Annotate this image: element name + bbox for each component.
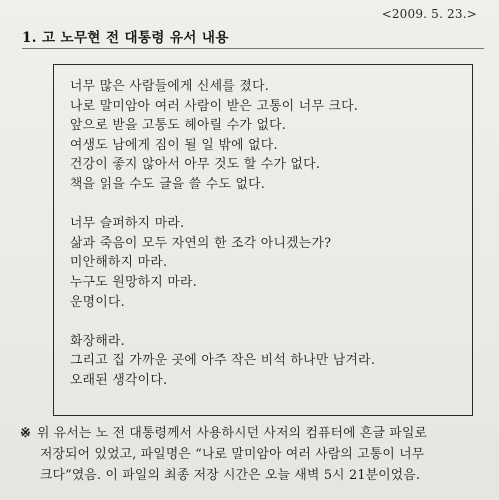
footnote-line: 저장되어 있었고, 파일명은 “나로 말미암아 여러 사람의 고통이 너무 [40, 447, 425, 462]
will-line: 여생도 남에게 짐이 될 일 밖에 없다. [70, 137, 278, 153]
document-date: <2009. 5. 23.> [381, 7, 477, 21]
will-line: 건강이 좋지 않아서 아무 것도 할 수가 없다. [70, 157, 321, 173]
section-title: 1. 고 노무현 전 대통령 유서 내용 [22, 30, 229, 46]
will-line: 화장해라. [70, 333, 126, 349]
footnote [20, 423, 490, 486]
will-line: 나로 말미암아 여러 사람이 받은 고통이 너무 크다. [70, 98, 359, 114]
will-line: 미안해하지 마라. [70, 255, 168, 271]
will-line: 책을 읽을 수도 글을 쓸 수도 없다. [70, 176, 266, 192]
will-line: 너무 많은 사람들에게 신세를 졌다. [70, 79, 270, 94]
paragraph-gap [70, 312, 468, 332]
will-text [70, 77, 468, 391]
will-line: 누구도 원망하지 마라. [70, 274, 198, 290]
will-line: 오래된 생각이다. [70, 372, 168, 388]
footnote-line [20, 423, 490, 444]
will-line: 너무 슬퍼하지 마라. [70, 216, 185, 232]
will-line: 앞으로 받을 고통도 헤아릴 수가 없다. [70, 118, 287, 134]
paragraph-gap [70, 195, 468, 215]
will-line: 그리고 집 가까운 곳에 아주 작은 비석 하나만 남겨라. [70, 353, 376, 369]
will-line: 삶과 죽음이 모두 자연의 한 조각 아니겠는가? [70, 235, 332, 251]
reference-mark-icon: ※ [20, 426, 31, 441]
will-line: 운명이다. [70, 294, 126, 310]
title-underline [22, 48, 484, 49]
footnote-text: 위 유서는 노 전 대통령께서 사용하시던 사저의 컴퓨터에 흔글 파일로 [36, 426, 428, 441]
footnote-line: 크다”였음. 이 파일의 최종 저장 시간은 오늘 새벽 5시 21분이었음. [40, 468, 421, 483]
